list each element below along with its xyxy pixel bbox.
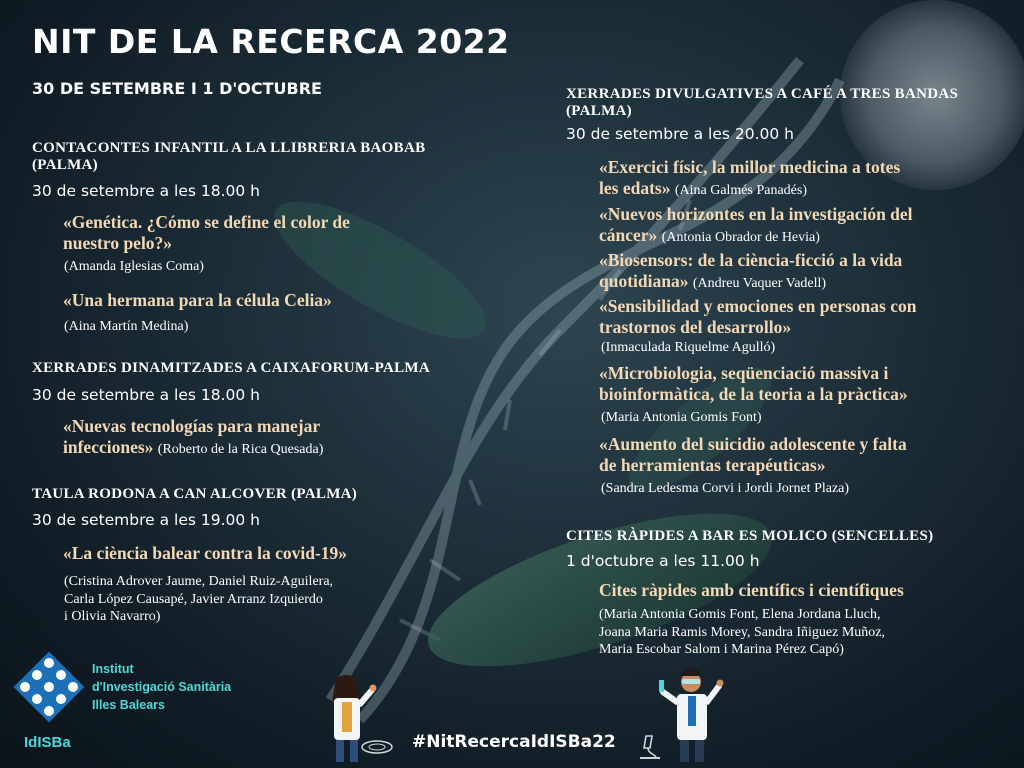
talk-title: «Biosensors: de la ciència-ficció a la vida quotidiana» (Andreu Vaquer Vadell) xyxy=(599,250,903,291)
idisba-logo-icon xyxy=(10,648,88,726)
talk-speaker: (Inmaculada Riquelme Agulló) xyxy=(601,340,776,355)
talk-title: «Nuevos horizontes en la investigación del cáncer» (Antonia Obrador de Hevia) xyxy=(599,204,913,245)
talk-speaker: (Amanda Iglesias Coma) xyxy=(64,259,204,274)
section-time: 1 d'octubre a les 11.00 h xyxy=(566,552,760,570)
talk-speaker: (Antonia Obrador de Hevia) xyxy=(661,230,820,245)
talk-speaker: (Andreu Vaquer Vadell) xyxy=(692,276,827,291)
talk-speakers: (Cristina Adrover Jaume, Daniel Ruiz-Aguilera, Carla López Causapé, Javier Arranz Izquierdo i Olivia Navarro) xyxy=(64,574,334,624)
institute-abbr: IdISBa xyxy=(24,734,71,751)
section-time: 30 de setembre a les 18.00 h xyxy=(32,182,261,200)
section-title-caixaforum: XERRADES DINAMITZADES A CAIXAFORUM-PALMA xyxy=(32,360,430,376)
talk-title: «Genética. ¿Cómo se define el color de nuestro pelo?» xyxy=(63,212,350,253)
scientist-man-icon xyxy=(655,664,729,766)
page-title: NIT DE LA RECERCA 2022 xyxy=(32,22,510,61)
section-title-alcover: TAULA RODONA A CAN ALCOVER (PALMA) xyxy=(32,486,358,502)
event-dates: 30 DE SETEMBRE I 1 D'OCTUBRE xyxy=(32,79,322,98)
section-title-molico: CITES RÀPIDES A BAR ES MOLICO (SENCELLES) xyxy=(566,528,934,544)
section-time: 30 de setembre a les 20.00 h xyxy=(566,125,795,143)
talk-speakers: (Maria Antonia Gomis Font, Elena Jordana Lluch, Joana Maria Ramis Morey, Sandra Iñiguez Muñoz, Maria Escobar Salom i Marina Pérez Capó) xyxy=(599,607,886,657)
talk-speaker: (Maria Antonia Gomis Font) xyxy=(601,410,762,425)
section-time: 30 de setembre a les 18.00 h xyxy=(32,386,261,404)
talk-title: Cites ràpides amb científics i científiques xyxy=(599,580,904,600)
institute-name: Institut d'Investigació Sanitària Illes Balears xyxy=(92,662,232,712)
talk-speaker: (Roberto de la Rica Quesada) xyxy=(157,442,324,457)
talk-title: «Una hermana para la célula Celia» xyxy=(63,290,332,310)
talk-speaker: (Aina Galmés Panadés) xyxy=(674,183,808,198)
section-title-cafe: XERRADES DIVULGATIVES A CAFÉ A TRES BANDAS (PALMA) xyxy=(566,86,959,119)
section-time: 30 de setembre a les 19.00 h xyxy=(32,511,261,529)
talk-speaker: (Sandra Ledesma Corvi i Jordi Jornet Plaza) xyxy=(601,481,850,496)
talk-title: «La ciència balear contra la covid-19» xyxy=(63,543,348,563)
talk-title: «Exercici físic, la millor medicina a totes les edats» (Aina Galmés Panadés) xyxy=(599,157,901,198)
microbe-icon xyxy=(360,738,394,756)
talk-title: «Nuevas tecnologías para manejar infecciones» (Roberto de la Rica Quesada) xyxy=(63,416,324,457)
talk-title: «Microbiologia, seqüenciació massiva i bioinformàtica, de la teoria a la pràctica» xyxy=(599,363,908,404)
section-title-contacontes: CONTACONTES INFANTIL A LA LLIBRERIA BAOBAB (PALMA) xyxy=(32,140,426,173)
event-hashtag: #NitRecercaIdISBa22 xyxy=(412,732,616,752)
talk-speaker: (Aina Martín Medina) xyxy=(64,319,189,334)
talk-title: «Sensibilidad y emociones en personas con trastornos del desarrollo» xyxy=(599,296,917,337)
bacteria-shape xyxy=(257,177,503,363)
talk-title: «Aumento del suicidio adolescente y falta de herramientas terapéuticas» xyxy=(599,434,907,475)
